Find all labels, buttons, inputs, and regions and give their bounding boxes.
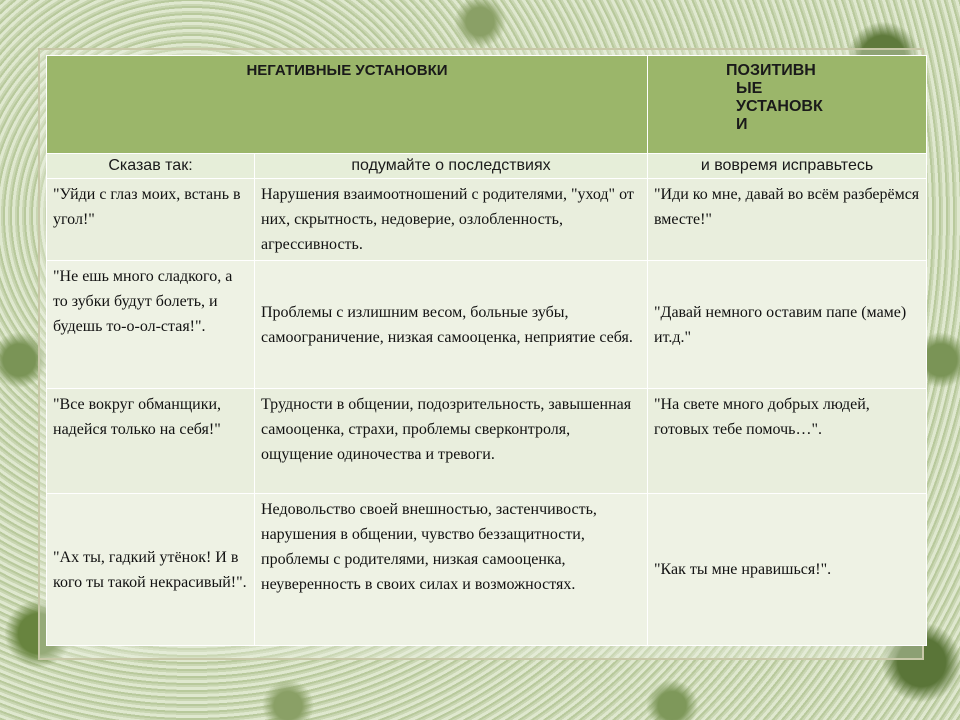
table-row	[47, 261, 927, 389]
consequences-cell: Нарушения взаимоотношений с родителями, "уход" от них, скрытность, недоверие, озлобленность, агрессивность.	[255, 179, 648, 261]
negative-header: НЕГАТИВНЫЕ УСТАНОВКИ	[47, 56, 648, 154]
consequences-cell: Трудности в общении, подозрительность, завышенная самооценка, страхи, проблемы сверконтроля, ощущение одиночества и тревоги.	[255, 389, 648, 494]
header-row	[47, 56, 927, 154]
subheader-consequences: подумайте о последствиях	[255, 154, 648, 179]
fix-cell: "На свете много добрых людей, готовых тебе помочь…".	[648, 389, 927, 494]
subheader-said: Сказав так:	[47, 154, 255, 179]
table-row	[47, 494, 927, 646]
attitudes-table	[46, 55, 927, 646]
table-row	[47, 179, 927, 261]
positive-header-line: И	[736, 116, 748, 133]
consequences-cell: Недовольство своей внешностью, застенчивость, нарушения в общении, чувство беззащитности, проблемы с родителями, низкая самооценка, неуверенность в своих силах и возможностях.	[255, 494, 648, 646]
positive-header-line: ЫЕ	[736, 80, 763, 97]
positive-header	[648, 56, 927, 154]
subheader-fix: и вовремя исправьтесь	[648, 154, 927, 179]
positive-header-line: УСТАНОВК	[736, 98, 823, 115]
positive-header-line: ПОЗИТИВН	[726, 62, 816, 79]
said-cell: "Не ешь много сладкого, а то зубки будут болеть, и будешь то-о-ол-стая!".	[47, 261, 255, 389]
table-row	[47, 389, 927, 494]
said-cell: "Все вокруг обманщики, надейся только на себя!"	[47, 389, 255, 494]
fix-cell: "Иди ко мне, давай во всём разберёмся вместе!"	[648, 179, 927, 261]
fix-cell: "Как ты мне нравишься!".	[648, 494, 927, 646]
consequences-cell: Проблемы с излишним весом, больные зубы, самоограничение, низкая самооценка, неприятие себя.	[255, 261, 648, 389]
subheader-row	[47, 154, 927, 179]
said-cell: "Уйди с глаз моих, встань в угол!"	[47, 179, 255, 261]
said-cell: "Ах ты, гадкий утёнок! И в кого ты такой некрасивый!".	[47, 494, 255, 646]
fix-cell: "Давай немного оставим папе (маме) ит.д."	[648, 261, 927, 389]
